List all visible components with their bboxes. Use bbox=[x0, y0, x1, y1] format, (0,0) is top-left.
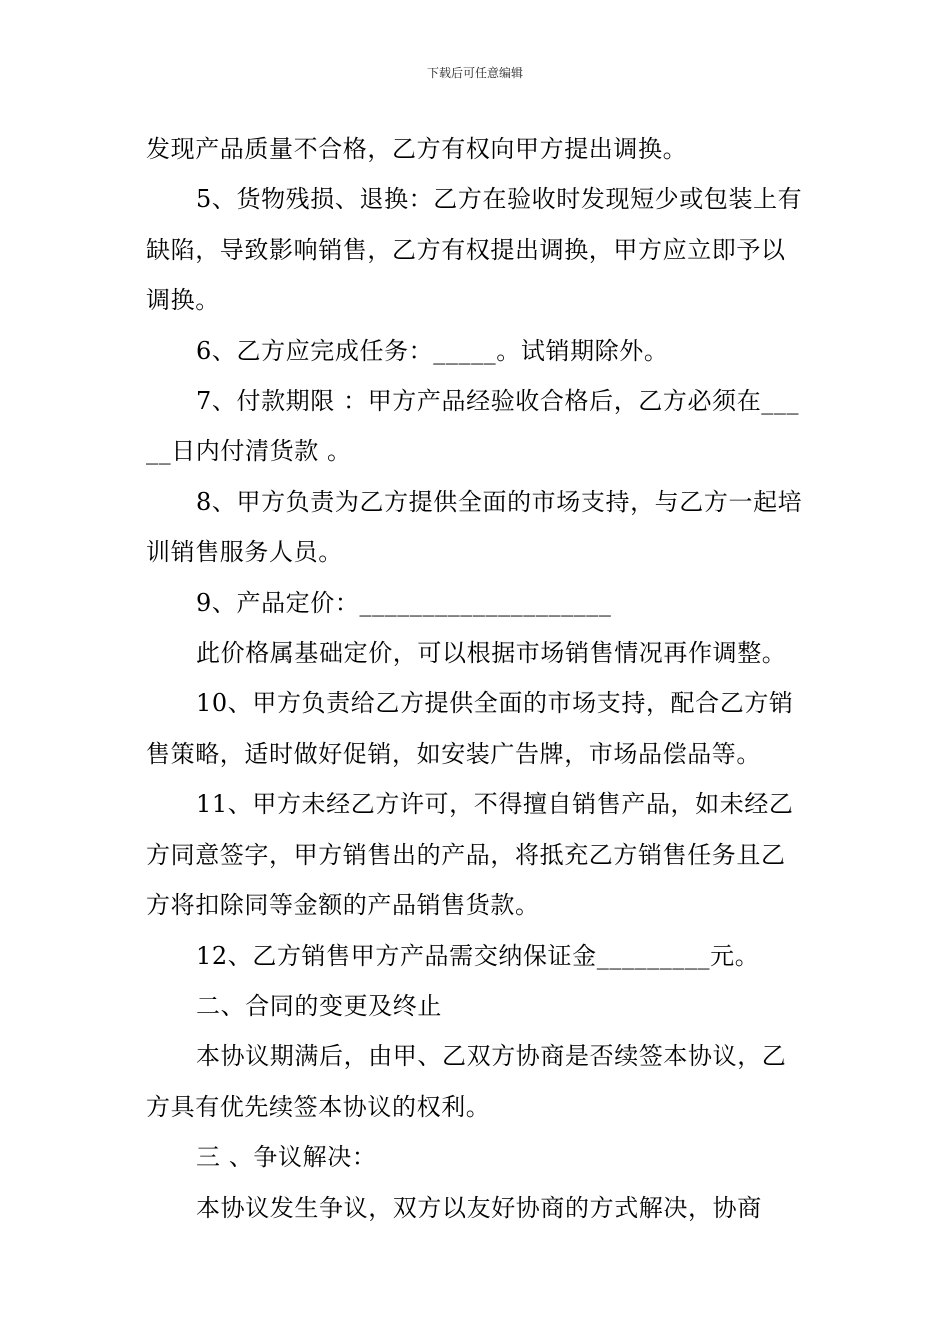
clause-11: 11、甲方未经乙方许可，不得擅自销售产品，如未经乙方同意签字，甲方销售出的产品，将抵充乙方销售任务且乙方将扣除同等金额的产品销售货款。 bbox=[146, 790, 794, 920]
section-3-paragraph: 本协议发生争议，双方以友好协商的方式解决，协商 bbox=[196, 1193, 762, 1222]
clause-12: 12、乙方销售甲方产品需交纳保证金_________元。 bbox=[196, 941, 760, 970]
document-body bbox=[146, 124, 808, 1233]
clause-9-note: 此价格属基础定价，可以根据市场销售情况再作调整。 bbox=[196, 639, 787, 668]
section-heading-3: 三 、争议解决： bbox=[196, 1143, 377, 1172]
clause-7: 7、付款期限 ：甲方产品经验收合格后，乙方必须在_____日内付清货款 。 bbox=[146, 387, 800, 466]
clause-6: 6、乙方应完成任务：_____。试销期除外。 bbox=[196, 336, 669, 365]
page-header: 下载后可任意编辑 bbox=[426, 66, 523, 80]
clause-10: 10、甲方负责给乙方提供全面的市场支持，配合乙方销售策略，适时做好促销，如安装广告牌，市场品偿品等。 bbox=[146, 689, 794, 768]
clause-5: 5、货物残损、退换：乙方在验收时发现短少或包装上有缺陷，导致影响销售，乙方有权提出调换，甲方应立即予以调换。 bbox=[146, 185, 803, 315]
clause-8: 8、甲方负责为乙方提供全面的市场支持，与乙方一起培训销售服务人员。 bbox=[146, 487, 803, 567]
paragraph-continuation: 发现产品质量不合格，乙方有权向甲方提出调换。 bbox=[146, 135, 688, 163]
clause-9: 9、产品定价：____________________ bbox=[196, 588, 612, 617]
section-2-paragraph: 本协议期满后，由甲、乙双方协商是否续签本协议，乙方具有优先续签本协议的权利。 bbox=[146, 1042, 787, 1121]
section-heading-2: 二、合同的变更及终止 bbox=[196, 991, 442, 1020]
